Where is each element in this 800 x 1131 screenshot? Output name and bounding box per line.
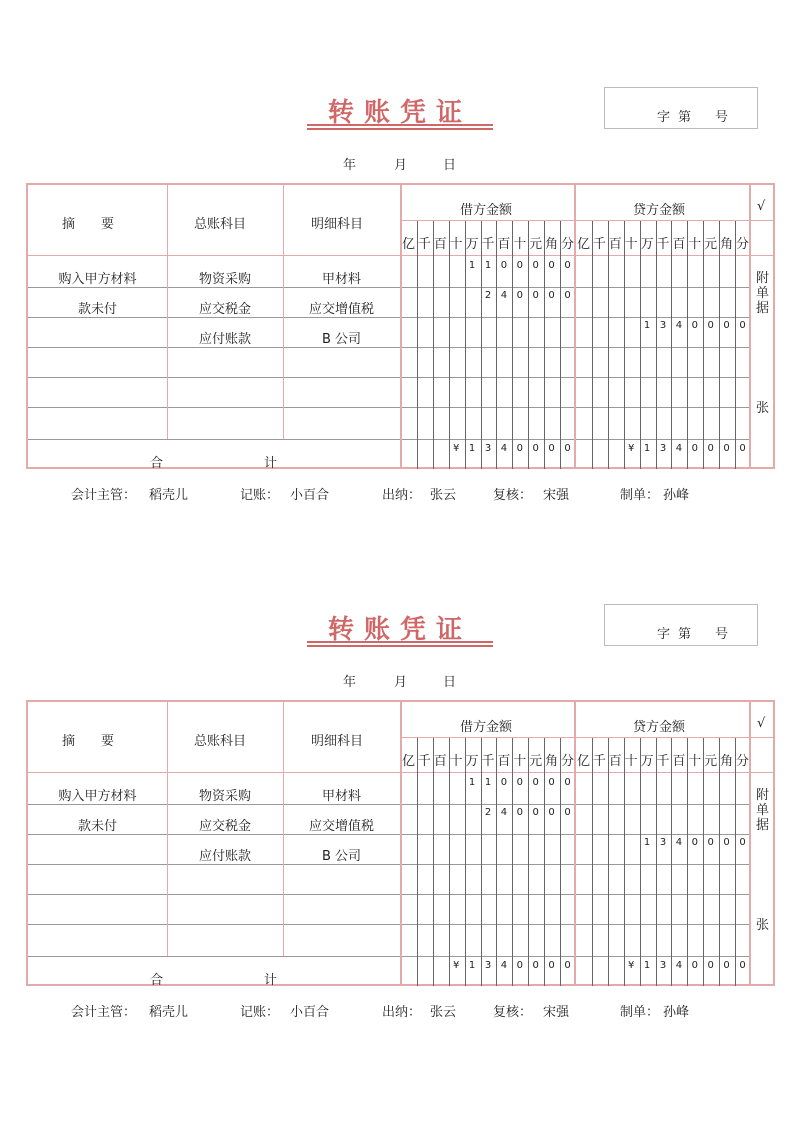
date-month: 月: [394, 158, 408, 173]
row-divider: [28, 377, 750, 378]
row-detail-account: 甲材料: [321, 272, 361, 287]
date-year: 年: [343, 158, 357, 173]
total-credit-digit: ¥: [628, 960, 635, 971]
digit-divider: [592, 738, 593, 986]
credit-unit-label: 十: [624, 754, 638, 769]
credit-digit: 0: [691, 320, 698, 331]
digit-divider: [481, 221, 482, 469]
credit-unit-label: 亿: [576, 754, 590, 769]
digit-divider: [735, 221, 736, 469]
header-general-account: 总账科目: [194, 734, 247, 749]
credit-unit-label: 角: [720, 754, 734, 769]
digit-divider: [560, 221, 561, 469]
footer-value: 宋强: [543, 1005, 570, 1020]
digit-divider: [656, 738, 657, 986]
debit-digit: 0: [532, 807, 539, 818]
total-credit-digit: 4: [675, 960, 683, 971]
debit-digit: 0: [516, 777, 523, 788]
attachment-label-ju: 据: [756, 818, 770, 833]
attachment-label-fu: 附: [756, 788, 770, 803]
debit-unit-label: 千: [417, 237, 431, 252]
title-underline: [307, 641, 493, 643]
hao-label: 号: [715, 627, 729, 642]
digit-divider: [433, 221, 434, 469]
total-credit-digit: 3: [659, 960, 667, 971]
check-divider: [750, 220, 774, 221]
total-debit-digit: 3: [484, 960, 492, 971]
footer-value: 宋强: [543, 488, 570, 503]
digit-divider: [656, 221, 657, 469]
debit-unit-label: 亿: [401, 754, 415, 769]
credit-unit-label: 十: [688, 237, 702, 252]
footer-label: 复核：: [493, 488, 533, 503]
voucher-number-box: [604, 87, 758, 129]
total-debit-digit: 4: [500, 960, 508, 971]
debit-unit-label: 百: [497, 754, 511, 769]
title-underline: [307, 124, 493, 126]
footer-value: 小百合: [290, 1005, 330, 1020]
di-label: 第: [678, 627, 692, 642]
debit-unit-label: 百: [497, 237, 511, 252]
digit-divider: [417, 221, 418, 469]
digit-divider: [465, 738, 466, 986]
debit-unit-label: 千: [481, 237, 495, 252]
row-divider: [28, 317, 750, 318]
digit-divider: [496, 738, 497, 986]
debit-digit: 0: [532, 290, 539, 301]
debit-unit-label: 十: [513, 237, 527, 252]
debit-digit: 0: [500, 777, 508, 788]
footer-value: 小百合: [290, 488, 330, 503]
check-divider: [750, 737, 774, 738]
credit-unit-label: 百: [672, 754, 686, 769]
credit-unit-label: 百: [608, 754, 622, 769]
digit-divider: [528, 738, 529, 986]
col-divider: [400, 185, 402, 469]
total-credit-digit: 0: [739, 960, 746, 971]
total-credit-digit: 1: [643, 443, 651, 454]
debit-unit-label: 角: [545, 754, 559, 769]
row-detail-account: 应交增值税: [308, 302, 374, 317]
row-divider: [28, 347, 750, 348]
debit-digit: 1: [468, 260, 476, 271]
digit-divider: [719, 221, 720, 469]
footer-label: 记账：: [240, 1005, 280, 1020]
header-credit: 贷方金额: [633, 203, 686, 218]
debit-digit: 0: [548, 807, 555, 818]
credit-unit-label: 百: [672, 237, 686, 252]
debit-digit: 4: [500, 290, 508, 301]
total-label-ji: 计: [264, 456, 278, 471]
di-label: 第: [678, 110, 692, 125]
total-label-ji: 计: [264, 973, 278, 988]
digit-divider: [512, 221, 513, 469]
debit-digit: 0: [564, 290, 571, 301]
debit-digit: 0: [548, 290, 555, 301]
debit-unit-label: 亿: [401, 237, 415, 252]
debit-unit-label: 十: [449, 237, 463, 252]
debit-digit: 0: [548, 777, 555, 788]
credit-digit: 0: [739, 320, 746, 331]
credit-digit: 4: [675, 320, 683, 331]
digit-divider: [703, 738, 704, 986]
row-general-account: 应交税金: [198, 819, 251, 834]
digit-divider: [735, 738, 736, 986]
digit-divider: [544, 221, 545, 469]
row-general-account: 物资采购: [198, 789, 251, 804]
credit-digit: 1: [643, 837, 651, 848]
total-label-he: 合: [150, 973, 164, 988]
debit-unit-label: 分: [560, 237, 574, 252]
footer-value: 张云: [430, 1005, 457, 1020]
row-divider: [28, 287, 750, 288]
digit-divider: [624, 221, 625, 469]
debit-digit: 0: [516, 807, 523, 818]
debit-unit-label: 元: [529, 237, 543, 252]
row-divider: [28, 439, 750, 440]
credit-digit: 1: [643, 320, 651, 331]
debit-digit: 1: [468, 777, 476, 788]
debit-unit-label: 十: [513, 754, 527, 769]
header-check: √: [757, 716, 766, 731]
debit-digit: 4: [500, 807, 508, 818]
row-detail-account: 应交增值税: [308, 819, 374, 834]
debit-digit: 2: [484, 807, 492, 818]
row-detail-account: B 公司: [321, 332, 362, 347]
total-debit-digit: 1: [468, 960, 476, 971]
header-detail-account: 明细科目: [311, 217, 364, 232]
total-debit-digit: 3: [484, 443, 492, 454]
col-divider: [574, 185, 576, 469]
credit-digit: 0: [691, 837, 698, 848]
total-debit-digit: 0: [548, 443, 555, 454]
credit-unit-label: 百: [608, 237, 622, 252]
total-credit-digit: 0: [707, 960, 714, 971]
debit-digit: 1: [484, 777, 492, 788]
footer-label: 会计主管：: [71, 1005, 137, 1020]
header-summary: 摘 要: [62, 217, 115, 232]
total-debit-digit: 0: [564, 443, 571, 454]
debit-unit-label: 元: [529, 754, 543, 769]
total-credit-digit: 4: [675, 443, 683, 454]
ledger-table: [26, 183, 775, 469]
digit-divider: [703, 221, 704, 469]
total-debit-digit: 0: [516, 443, 523, 454]
digit-divider: [608, 738, 609, 986]
row-detail-account: 甲材料: [321, 789, 361, 804]
credit-digit: 0: [739, 837, 746, 848]
hao-label: 号: [715, 110, 729, 125]
date-month: 月: [394, 675, 408, 690]
total-credit-digit: 0: [707, 443, 714, 454]
credit-unit-label: 十: [688, 754, 702, 769]
voucher-number-box: [604, 604, 758, 646]
footer-value: 稻壳儿: [149, 1005, 189, 1020]
debit-unit-label: 百: [433, 237, 447, 252]
header-debit: 借方金额: [460, 720, 513, 735]
credit-unit-label: 角: [720, 237, 734, 252]
debit-unit-label: 千: [417, 754, 431, 769]
debit-digit: 0: [516, 290, 523, 301]
attachment-label-dan: 单: [756, 803, 770, 818]
voucher-title: 转账凭证: [327, 98, 472, 128]
title-underline: [307, 645, 493, 647]
debit-unit-label: 十: [449, 754, 463, 769]
total-debit-digit: ¥: [453, 960, 460, 971]
date-year: 年: [343, 675, 357, 690]
total-credit-digit: 0: [691, 443, 698, 454]
total-credit-digit: 0: [723, 443, 730, 454]
debit-unit-label: 角: [545, 237, 559, 252]
credit-unit-label: 千: [656, 754, 670, 769]
transfer-voucher: [0, 517, 800, 1037]
debit-digit: 0: [564, 777, 571, 788]
credit-unit-label: 十: [624, 237, 638, 252]
credit-digit: 3: [659, 837, 667, 848]
row-divider: [28, 864, 750, 865]
digit-divider: [640, 221, 641, 469]
digit-divider: [481, 738, 482, 986]
total-credit-digit: 1: [643, 960, 651, 971]
row-general-account: 物资采购: [198, 272, 251, 287]
debit-digit: 0: [564, 260, 571, 271]
digit-divider: [640, 738, 641, 986]
row-general-account: 应付账款: [198, 849, 251, 864]
header-summary: 摘 要: [62, 734, 115, 749]
digit-divider: [608, 221, 609, 469]
debit-unit-label: 万: [465, 754, 479, 769]
total-credit-digit: ¥: [628, 443, 635, 454]
attachment-unit: 张: [756, 401, 770, 416]
voucher-title: 转账凭证: [327, 615, 472, 645]
debit-digit: 0: [564, 807, 571, 818]
total-credit-digit: 0: [723, 960, 730, 971]
row-divider: [28, 804, 750, 805]
digit-divider: [544, 738, 545, 986]
debit-digit: 1: [484, 260, 492, 271]
debit-digit: 0: [516, 260, 523, 271]
credit-unit-label: 万: [640, 237, 654, 252]
total-debit-digit: 0: [532, 443, 539, 454]
digit-divider: [671, 221, 672, 469]
credit-unit-label: 亿: [576, 237, 590, 252]
debit-digit: 2: [484, 290, 492, 301]
footer-label: 出纳：: [382, 1005, 422, 1020]
credit-unit-label: 千: [656, 237, 670, 252]
digit-divider: [560, 738, 561, 986]
header-general-account: 总账科目: [194, 217, 247, 232]
footer-value: 孙峰: [663, 488, 690, 503]
credit-unit-label: 元: [704, 754, 718, 769]
total-credit-digit: 3: [659, 443, 667, 454]
header-detail-account: 明细科目: [311, 734, 364, 749]
credit-unit-label: 千: [592, 754, 606, 769]
header-credit: 贷方金额: [633, 720, 686, 735]
credit-digit: 3: [659, 320, 667, 331]
row-summary: 款未付: [77, 819, 117, 834]
row-summary: 购入甲方材料: [58, 272, 137, 287]
footer-label: 记账：: [240, 488, 280, 503]
credit-unit-label: 万: [640, 754, 654, 769]
credit-digit: 0: [723, 837, 730, 848]
row-summary: 款未付: [77, 302, 117, 317]
digit-divider: [433, 738, 434, 986]
footer-label: 制单：: [620, 488, 660, 503]
footer-label: 出纳：: [382, 488, 422, 503]
total-credit-digit: 0: [691, 960, 698, 971]
credit-digit: 0: [723, 320, 730, 331]
col-divider: [400, 702, 402, 986]
debit-unit-label: 百: [433, 754, 447, 769]
total-debit-digit: 4: [500, 443, 508, 454]
ledger-table: [26, 700, 775, 986]
digit-divider: [624, 738, 625, 986]
total-label-he: 合: [150, 456, 164, 471]
row-divider: [28, 834, 750, 835]
credit-digit: 0: [707, 837, 714, 848]
debit-digit: 0: [532, 260, 539, 271]
credit-digit: 0: [707, 320, 714, 331]
digit-divider: [449, 221, 450, 469]
header-check: √: [757, 199, 766, 214]
digit-divider: [687, 221, 688, 469]
digit-divider: [417, 738, 418, 986]
credit-unit-label: 千: [592, 237, 606, 252]
debit-unit-label: 万: [465, 237, 479, 252]
footer-label: 复核：: [493, 1005, 533, 1020]
footer-value: 张云: [430, 488, 457, 503]
zi-label: 字: [657, 627, 671, 642]
digit-divider: [465, 221, 466, 469]
digit-divider: [528, 221, 529, 469]
attachment-label-ju: 据: [756, 301, 770, 316]
total-debit-digit: 0: [564, 960, 571, 971]
total-debit-digit: 0: [548, 960, 555, 971]
attachment-unit: 张: [756, 918, 770, 933]
credit-unit-label: 元: [704, 237, 718, 252]
total-debit-digit: 0: [516, 960, 523, 971]
total-debit-digit: 0: [532, 960, 539, 971]
row-divider: [28, 407, 750, 408]
digit-divider: [671, 738, 672, 986]
total-credit-digit: 0: [739, 443, 746, 454]
digit-divider: [687, 738, 688, 986]
row-divider: [28, 894, 750, 895]
header-debit: 借方金额: [460, 203, 513, 218]
debit-digit: 0: [532, 777, 539, 788]
credit-unit-label: 分: [735, 237, 749, 252]
digit-divider: [496, 221, 497, 469]
footer-value: 稻壳儿: [149, 488, 189, 503]
footer-value: 孙峰: [663, 1005, 690, 1020]
digit-divider: [719, 738, 720, 986]
row-divider: [28, 924, 750, 925]
row-summary: 购入甲方材料: [58, 789, 137, 804]
col-divider: [574, 702, 576, 986]
credit-unit-label: 分: [735, 754, 749, 769]
debit-digit: 0: [548, 260, 555, 271]
amount-header-divider: [401, 737, 774, 738]
attachment-label-fu: 附: [756, 271, 770, 286]
transfer-voucher: [0, 0, 800, 520]
debit-digit: 0: [500, 260, 508, 271]
zi-label: 字: [657, 110, 671, 125]
footer-label: 会计主管：: [71, 488, 137, 503]
total-debit-digit: 1: [468, 443, 476, 454]
row-general-account: 应交税金: [198, 302, 251, 317]
credit-digit: 4: [675, 837, 683, 848]
attachment-label-dan: 单: [756, 286, 770, 301]
debit-unit-label: 千: [481, 754, 495, 769]
digit-divider: [449, 738, 450, 986]
row-detail-account: B 公司: [321, 849, 362, 864]
title-underline: [307, 128, 493, 130]
date-day: 日: [443, 675, 457, 690]
row-general-account: 应付账款: [198, 332, 251, 347]
total-debit-digit: ¥: [453, 443, 460, 454]
digit-divider: [512, 738, 513, 986]
date-day: 日: [443, 158, 457, 173]
amount-header-divider: [401, 220, 774, 221]
row-divider: [28, 956, 750, 957]
digit-divider: [592, 221, 593, 469]
footer-label: 制单：: [620, 1005, 660, 1020]
debit-unit-label: 分: [560, 754, 574, 769]
